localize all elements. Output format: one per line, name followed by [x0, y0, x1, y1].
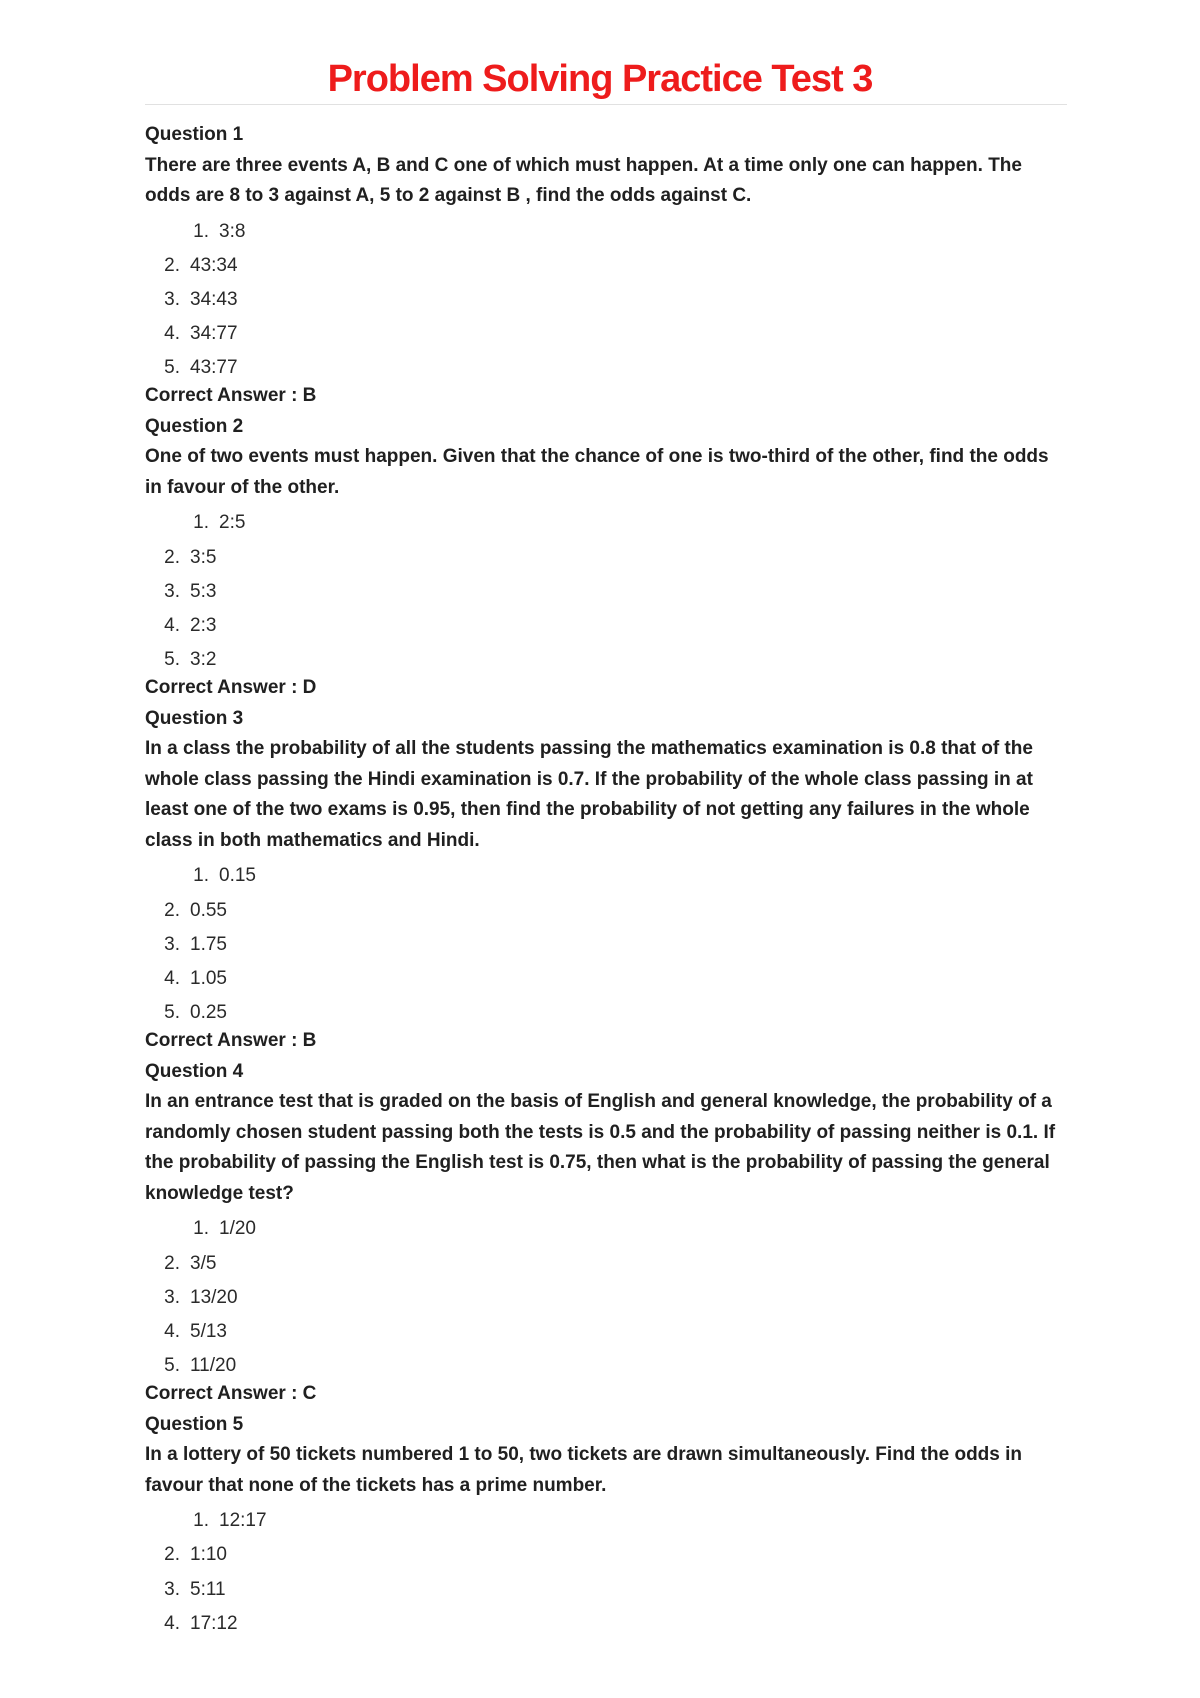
- option-item: [145, 643, 1067, 677]
- option-number: 4.: [164, 967, 180, 989]
- option-number: 3.: [164, 933, 180, 955]
- option-item: [145, 541, 1067, 575]
- option-item: [145, 351, 1067, 385]
- question-label: Question 5: [145, 1413, 244, 1435]
- option-number: 3.: [164, 1286, 180, 1308]
- option-item: [145, 215, 1067, 249]
- option-number: 2.: [164, 1544, 180, 1566]
- option-text: 12:17: [219, 1510, 267, 1532]
- option-list: [145, 859, 1067, 1030]
- option-number: 3.: [164, 288, 180, 310]
- option-number: 3.: [164, 1578, 180, 1600]
- option-number: 2.: [164, 546, 180, 568]
- title-divider: [145, 104, 1067, 105]
- option-text: 43:77: [190, 357, 238, 379]
- option-number: 5.: [164, 357, 180, 379]
- option-item: [145, 928, 1067, 962]
- correct-answer: Correct Answer : B: [145, 1030, 317, 1052]
- question-block: [145, 704, 1067, 1057]
- option-item: [145, 1573, 1067, 1607]
- option-text: 3:5: [190, 546, 217, 568]
- option-number: 3.: [164, 580, 180, 602]
- option-item: [145, 962, 1067, 996]
- option-text: 43:34: [190, 254, 238, 276]
- option-list: [145, 1504, 1067, 1641]
- question-text: There are three events A, B and C one of which must happen. At a time only one can happen. The odds are 8 to 3 against A, 5 to 2 against B , find the odds against C.: [145, 154, 1022, 206]
- option-number: 5.: [164, 1002, 180, 1024]
- option-item: [145, 1281, 1067, 1315]
- option-text: 0.25: [190, 1002, 227, 1024]
- option-number: 1.: [193, 220, 209, 242]
- option-item: [145, 1349, 1067, 1383]
- question-label: Question 4: [145, 1060, 244, 1082]
- option-text: 3:8: [219, 220, 246, 242]
- option-number: 4.: [164, 323, 180, 345]
- option-item: [145, 1538, 1067, 1572]
- option-item: [145, 283, 1067, 317]
- question-text: One of two events must happen. Given that the chance of one is two-third of the other, find the odds in favour of the other.: [145, 446, 1049, 498]
- question-block: [145, 1057, 1067, 1410]
- option-number: 1.: [193, 512, 209, 534]
- option-number: 4.: [164, 1612, 180, 1634]
- option-item: [145, 1315, 1067, 1349]
- option-number: 5.: [164, 1355, 180, 1377]
- question-label: Question 1: [145, 124, 244, 145]
- option-item: [145, 996, 1067, 1030]
- option-item: [145, 575, 1067, 609]
- option-item: [145, 1504, 1067, 1538]
- option-number: 2.: [164, 254, 180, 276]
- questions-container: [145, 120, 1067, 1641]
- correct-answer: Correct Answer : C: [145, 1383, 317, 1405]
- option-number: 2.: [164, 1252, 180, 1274]
- option-text: 5/13: [190, 1320, 227, 1342]
- question-text: In an entrance test that is graded on the basis of English and general knowledge, the probability of a randomly chosen student passing both the tests is 0.5 and the probability of passing neither is 0.1. If the probability of passing the English test is 0.75, then what is the probability of passing the general knowledge test?: [145, 1091, 1056, 1204]
- option-text: 1:10: [190, 1544, 227, 1566]
- option-text: 34:77: [190, 323, 238, 345]
- correct-answer: Correct Answer : B: [145, 385, 317, 407]
- question-label: Question 3: [145, 707, 244, 729]
- option-number: 2.: [164, 899, 180, 921]
- question-block: [145, 412, 1067, 704]
- question-text: In a class the probability of all the students passing the mathematics examination is 0.8 that of the whole class passing the Hindi examination is 0.7. If the probability of the whole class passing in at least one of the two exams is 0.95, then find the probability of not getting any failures in the whole class in both mathematics and Hindi.: [145, 738, 1033, 851]
- option-item: [145, 249, 1067, 283]
- correct-answer: Correct Answer : D: [145, 677, 317, 699]
- option-text: 1/20: [219, 1218, 256, 1240]
- option-text: 2:5: [219, 512, 246, 534]
- option-item: [145, 859, 1067, 893]
- option-number: 5.: [164, 649, 180, 671]
- option-text: 2:3: [190, 615, 217, 636]
- option-text: 1.05: [190, 967, 227, 989]
- option-text: 0.15: [219, 865, 256, 887]
- option-list: [145, 506, 1067, 677]
- question-block: [145, 120, 1067, 412]
- option-item: [145, 609, 1067, 643]
- option-item: [145, 894, 1067, 928]
- option-list: [145, 1212, 1067, 1383]
- option-text: 34:43: [190, 288, 238, 310]
- option-item: [145, 1607, 1067, 1641]
- option-number: 1.: [193, 1218, 209, 1240]
- option-text: 0.55: [190, 899, 227, 921]
- option-number: 4.: [164, 1320, 180, 1342]
- option-text: 17:12: [190, 1612, 238, 1634]
- option-number: 1.: [193, 1510, 209, 1532]
- option-text: 5:11: [190, 1578, 226, 1600]
- option-text: 5:3: [190, 580, 217, 602]
- option-text: 3/5: [190, 1252, 217, 1274]
- option-item: [145, 1247, 1067, 1281]
- option-number: 1.: [193, 865, 209, 887]
- option-item: [145, 317, 1067, 351]
- question-block: [145, 1410, 1067, 1641]
- page-title: Problem Solving Practice Test 3: [327, 58, 873, 100]
- option-text: 11/20: [190, 1355, 237, 1377]
- question-text: In a lottery of 50 tickets numbered 1 to 50, two tickets are drawn simultaneously. Find the odds in favour that none of the tickets has a prime number.: [145, 1444, 1023, 1496]
- option-text: 1.75: [190, 933, 227, 955]
- option-text: 13/20: [190, 1286, 238, 1308]
- option-item: [145, 506, 1067, 540]
- question-label: Question 2: [145, 415, 244, 437]
- option-text: 3:2: [190, 649, 217, 671]
- option-item: [145, 1212, 1067, 1246]
- option-number: 4.: [164, 615, 180, 636]
- option-list: [145, 215, 1067, 386]
